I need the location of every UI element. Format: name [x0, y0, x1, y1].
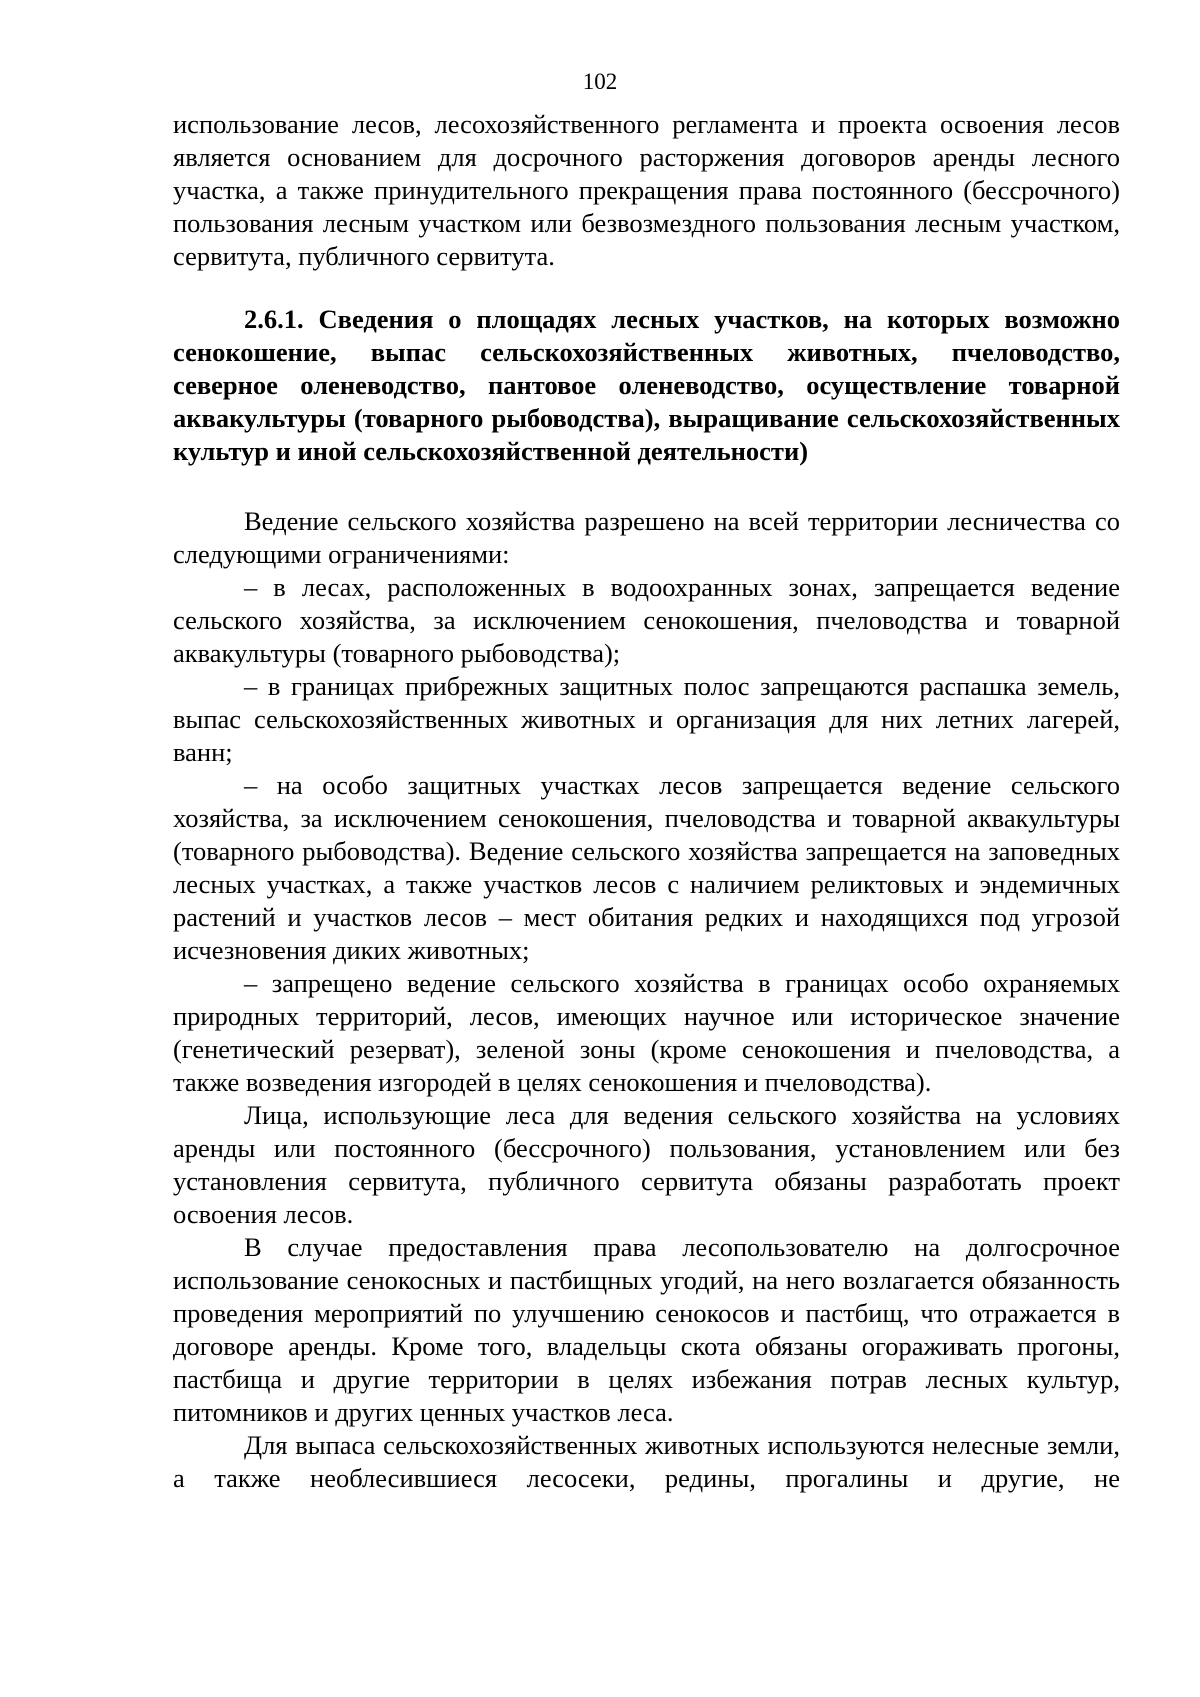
list-item-coastal-strips: – в границах прибрежных защитных полос запрещаются распашка земель, выпас сельскохозяйственных животных и организация для них летних лагерей, ванн;: [173, 671, 1120, 767]
paragraph-long-term-use: В случае предоставления права лесопользователю на долгосрочное использование сенокосных и пастбищных угодий, на него возлагается обязанность проведения мероприятий по улучшению сенокосов и пастбищ, что отражается в договоре аренды. Кроме того, владельцы скота обязаны огораживать прогоны, пастбища и другие территории в целях избежания потрав лесных культур, питомников и других ценных участков леса.: [173, 1232, 1120, 1427]
list-item-special-protective-areas: – на особо защитных участках лесов запрещается ведение сельского хозяйства, за исключением сенокошения, пчеловодства и товарной аквакультуры (товарного рыбоводства). Ведение сельского хозяйства запрещается на заповедных лесных участках, а также участков лесов с наличием реликтовых и эндемичных растений и участков лесов – мест обитания редких и находящихся под угрозой исчезновения диких животных;: [173, 770, 1120, 965]
paragraph-forest-users: Лица, использующие леса для ведения сельского хозяйства на условиях аренды или постоянного (бессрочного) пользования, установлением или без установления сервитута, публичного сервитута обязаны разработать проект освоения лесов.: [173, 1100, 1120, 1229]
paragraph-continuation: использование лесов, лесохозяйственного регламента и проекта освоения лесов является основанием для досрочного расторжения договоров аренды лесного участка, а также принудительного прекращения права постоянного (бессрочного) пользования лесным участком или безвозмездного пользования лесным участком, сервитута, публичного сервитута.: [173, 109, 1120, 271]
list-item-water-protection-zones: – в лесах, расположенных в водоохранных зонах, запрещается ведение сельского хозяйства, за исключением сенокошения, пчеловодства и товарной аквакультуры (товарного рыбоводства);: [173, 572, 1120, 668]
paragraph-agriculture-intro: Ведение сельского хозяйства разрешено на всей территории лесничества со следующими ограничениями:: [173, 506, 1120, 569]
list-item-protected-territories: – запрещено ведение сельского хозяйства в границах особо охраняемых природных территорий, лесов, имеющих научное или историческое значение (генетический резерват), зеленой зоны (кроме сенокошения и пчеловодства, а также возведения изгородей в целях сенокошения и пчеловодства).: [173, 968, 1120, 1097]
document-body: [173, 108, 1120, 1495]
paragraph-grazing: Для выпаса сельскохозяйственных животных используются нелесные земли, а также необлесившиеся лесосеки, редины, прогалины и другие, не: [173, 1430, 1120, 1493]
section-heading: 2.6.1. Сведения о площадях лесных участков, на которых возможно сенокошение, выпас сельскохозяйственных животных, пчеловодство, северное оленеводство, пантовое оленеводство, осуществление товарной аквакультуры (товарного рыбоводства), выращивание сельскохозяйственных культур и иной сельскохозяйственной деятельности): [173, 304, 1120, 466]
page-number: 102: [582, 69, 618, 94]
